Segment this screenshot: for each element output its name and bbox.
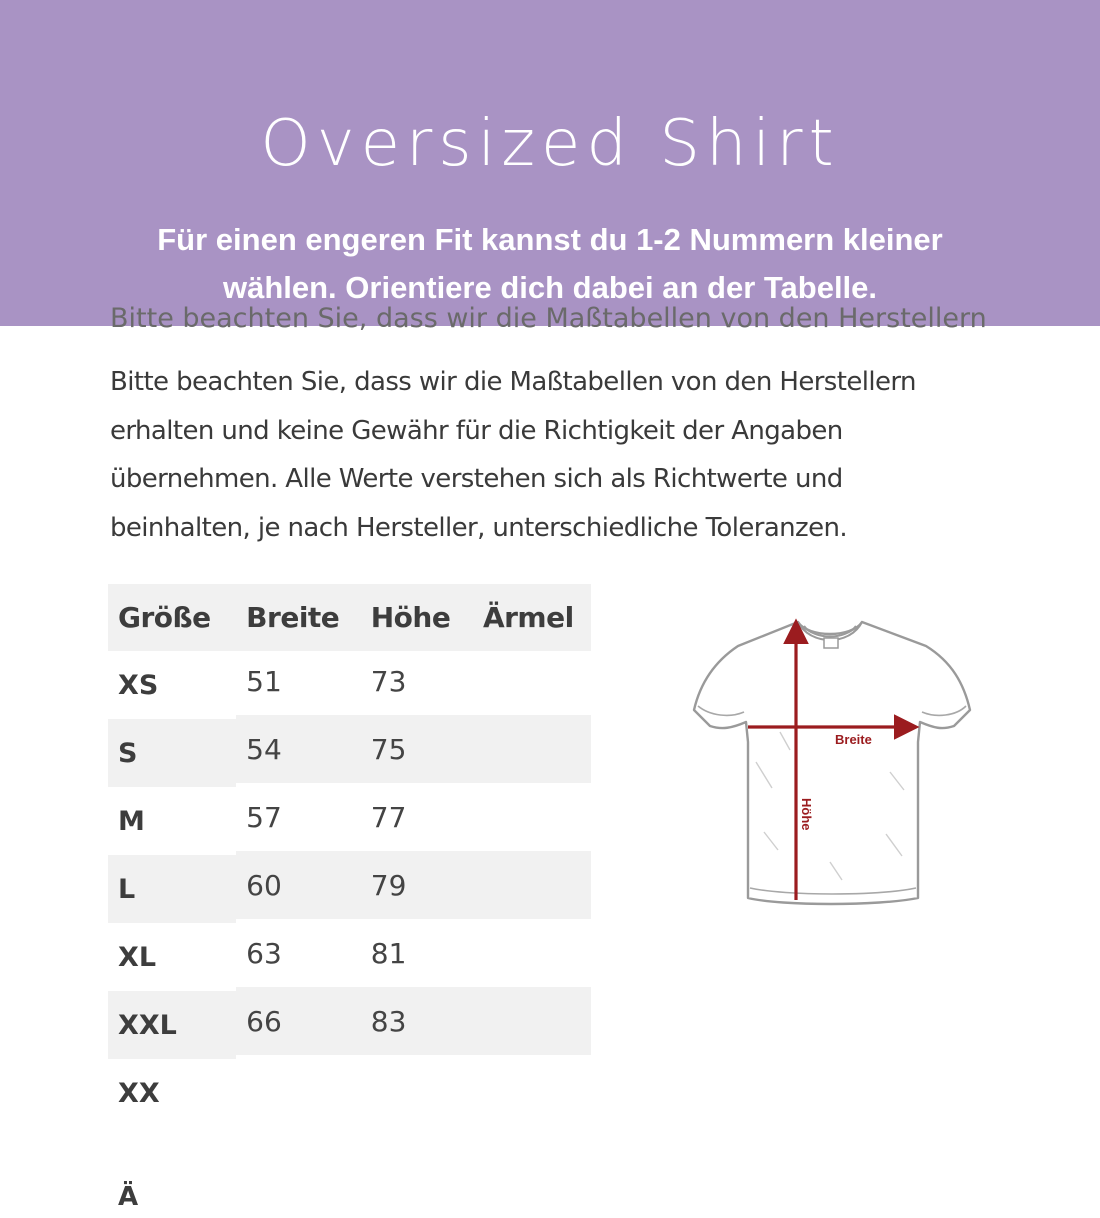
notice-line-2: erhalten und keine Gewähr für die Richtigkeit der Angaben	[110, 415, 843, 446]
notice-line-3: übernehmen. Alle Werte verstehen sich als Richtwerte und	[110, 464, 843, 494]
cell-hoehe: 79	[361, 851, 473, 919]
table-row	[108, 787, 591, 855]
cell-size: M	[118, 805, 145, 837]
cell-aermel	[473, 919, 591, 987]
table-header-row	[108, 584, 591, 651]
cell-hoehe: 75	[361, 715, 473, 783]
cell-hoehe: 77	[370, 800, 407, 834]
table-row	[108, 719, 591, 787]
tshirt-outline	[694, 622, 970, 904]
table-row	[108, 651, 591, 719]
width-label: Breite	[835, 732, 872, 747]
header-aermel: Ärmel	[473, 584, 591, 651]
cell-breite: 60	[236, 851, 361, 919]
cell-aermel	[473, 715, 591, 783]
fit-hint-line-2: wählen. Orientiere dich dabei an der Tabelle.	[222, 270, 878, 305]
cell-breite: 66	[236, 987, 361, 1055]
cell-aermel	[473, 851, 591, 919]
tshirt-neck-label	[824, 638, 838, 648]
cell-hoehe: 73	[370, 664, 407, 698]
tshirt-icon	[690, 612, 980, 917]
cell-breite: 51	[246, 664, 282, 698]
header-groesse: Größe	[108, 584, 236, 651]
cell-size: XS	[118, 669, 159, 701]
cutoff-text-line: Bitte beachten Sie, dass wir die Maßtabellen von den Herstellern	[110, 303, 987, 334]
tshirt-measurement-diagram	[690, 612, 980, 917]
header-breite: Breite	[236, 584, 361, 651]
cutoff-bottom-text: Ä	[118, 1182, 139, 1212]
cell-aermel	[473, 783, 591, 851]
cell-hoehe: 81	[370, 936, 407, 970]
table-row	[108, 991, 591, 1059]
notice-line-4: beinhalten, je nach Hersteller, unterschiedliche Toleranzen.	[110, 512, 848, 543]
cell-size: S	[108, 719, 236, 787]
manufacturer-notice	[110, 358, 1070, 552]
size-table	[108, 584, 591, 1127]
cell-breite: 54	[236, 715, 361, 783]
cell-hoehe	[361, 1055, 473, 1123]
cell-hoehe: 83	[361, 987, 473, 1055]
cell-breite: 63	[246, 936, 282, 970]
height-label: Höhe	[799, 798, 814, 831]
fit-hint	[40, 216, 1060, 312]
header-hoehe: Höhe	[361, 584, 473, 651]
notice-line-1: Bitte beachten Sie, dass wir die Maßtabellen von den Herstellern	[110, 367, 916, 397]
table-row	[108, 923, 591, 991]
cell-breite: 57	[246, 800, 282, 834]
page-title: Oversized Shirt	[260, 107, 840, 181]
cell-size: XX	[118, 1077, 160, 1109]
table-row	[108, 855, 591, 923]
table-row	[108, 1059, 591, 1127]
cell-breite	[236, 1055, 361, 1123]
header-banner	[0, 0, 1100, 326]
fit-hint-line-1: Für einen engeren Fit kannst du 1-2 Nummern kleiner	[157, 222, 943, 257]
cell-aermel	[473, 1055, 591, 1123]
cell-size: XXL	[108, 991, 236, 1059]
cell-aermel	[473, 647, 591, 715]
cell-aermel	[473, 987, 591, 1055]
cell-size: L	[108, 855, 236, 923]
cell-size: XL	[118, 941, 157, 973]
